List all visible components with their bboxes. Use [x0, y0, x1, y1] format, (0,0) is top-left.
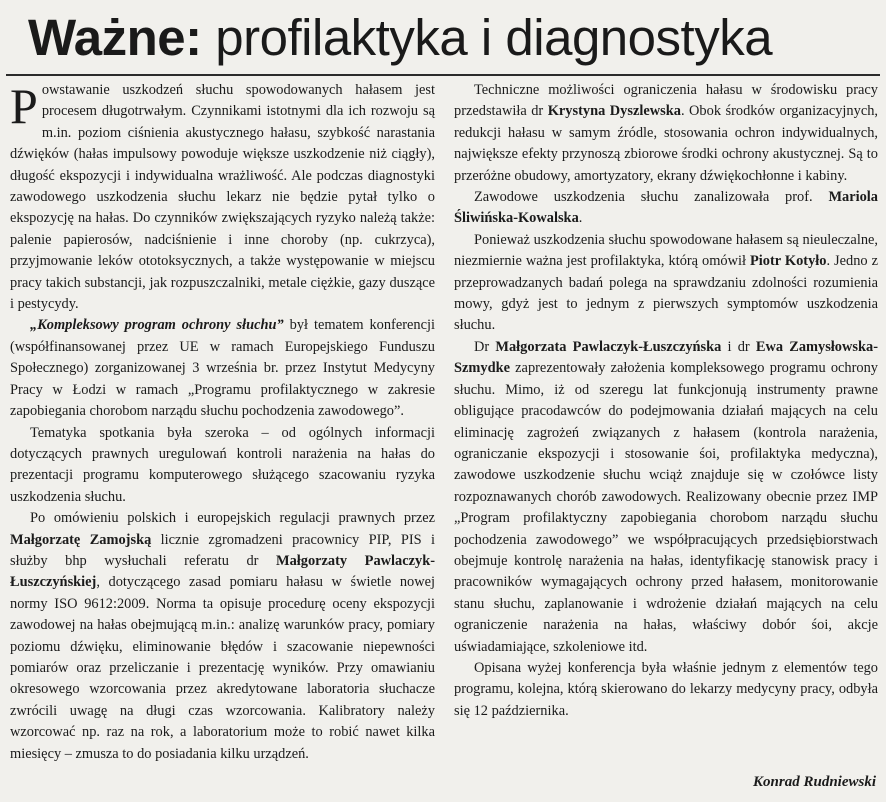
drop-cap: P — [10, 78, 38, 134]
paragraph — [454, 658, 878, 722]
speaker-name: Piotr Kotyło — [750, 253, 827, 270]
paragraph — [10, 315, 435, 422]
speaker-name: Małgorzaty Pawlaczyk-Łuszczyńskiej — [10, 552, 435, 591]
paragraph-text: Po omówieniu polskich i europejskich regulacji prawnych przez — [30, 510, 435, 527]
article-title — [28, 6, 878, 70]
paragraph — [10, 423, 435, 509]
paragraph — [454, 230, 878, 337]
paragraph-text: owstawanie uszkodzeń słuchu spowodowanych hałasem jest procesem długotrwałym. Czynnikami istotnymi dla ich rozwoju są m.in. poziom ciśnienia akustycznego hałasu, szybkość narastania dźwięków (hałas impulsowy powoduje większe uszkodzenie niż ciągły), długość ekspozycji i indywidualna wrażliwość. Ale podczas diagnostyki zawodowego uszkodzenia słuchu lekarz nie będzie pytał tylko o ekspozycję na hałas. Do czynników zwiększających ryzyko należą także: palenie papierosów, nadciśnienie i inne choroby (np. cukrzyca), przyjmowanie leków ototoksycznych, a także występowanie w miejscu pracy takich substancji, jak rozpuszczalniki, metale ciężkie, gazy duszące i pestycydy. — [10, 82, 435, 313]
paragraph-text: był tematem konferencji (współfinansowanej przez UE w ramach Europejskiego Funduszu Społecznego) zorganizowanej 3 września br. przez Instytut Medycyny Pracy w Łodzi w ramach „Programu profilaktycznego w zakresie zapobiegania chorobom narządu słuchu pochodzenia zawodowego”. — [10, 317, 435, 420]
author-byline: Konrad Rudniewski — [753, 774, 876, 790]
paragraph — [10, 80, 435, 315]
paragraph — [454, 187, 878, 230]
paragraph-text: licznie zgromadzeni pracownicy PIP, PIS i służby bhp wysłuchali referatu dr — [10, 531, 435, 569]
title-bold-part: Ważne: — [28, 9, 202, 66]
paragraph-text: . Obok środków organizacyjnych, redukcji hałasu w samym źródle, stosowania ochron indywidualnych, największe efekty przynoszą zbiorowe środki ochrony akustycznej. Są to przeróżne obudowy, amortyzatory, ekrany dźwiękochłonne i kabiny. — [454, 103, 879, 184]
title-main-part: profilaktyka i diagnostyka — [215, 9, 773, 66]
paragraph-text: Zawodowe uszkodzenia słuchu zanalizowała prof. — [474, 189, 829, 206]
paragraph-text: . Jedno z przeprowadzanych badań polega na sprawdzaniu zdolności rozumienia mowy, gdyż jest to jednym z pierwszych symptomów uszkodzenia słuchu. — [454, 253, 878, 334]
left-column — [10, 80, 435, 765]
title-divider — [6, 74, 880, 76]
paragraph-text: , dotyczącego zasad pomiaru hałasu w świetle nowej normy ISO 9612:2009. Norma ta opisuje procedurę oceny ekspozycji zawodowej na hałas obejmującą m.in.: analizę warunków pracy, pomiary poziomu dźwięku, eliminowanie błędów i szacowanie niepewności pomiarów oraz przeliczanie i prezentację wyników. Przy omawianiu okresowego wzorcowania przez akredytowane laboratoria słuchacze zwrócili uwagę na długi czas wzorcowania. Kalibratory należy wzorcować np. raz na rok, a laboratorium może to robić nawet kilka miesięcy – zmusza to do posiadania kilku urządzeń. — [10, 574, 435, 762]
right-column — [454, 80, 878, 722]
paragraph — [454, 80, 878, 187]
paragraph-text: Techniczne możliwości ograniczenia hałasu w środowisku pracy przedstawiła dr — [454, 82, 878, 120]
speaker-name: Mariola Śliwińska-Kowalska — [454, 189, 878, 227]
paragraph-text: Dr — [474, 338, 496, 355]
paragraph-text: . — [578, 210, 583, 227]
speaker-name: Ewa Zamysłowska-Szmydke — [454, 338, 878, 377]
paragraph — [10, 508, 435, 765]
paragraph-text: Tematyka spotkania była szeroka – od ogólnych informacji dotyczących prawnych uregulowań kontroli narażenia na hałas do prezentacji programu komputerowego służącego szacowaniu ryzyka uszkodzenia słuchu. — [10, 424, 435, 505]
paragraph-text: i dr — [721, 338, 756, 355]
speaker-name: Krystyna Dyszlewska — [547, 103, 681, 120]
speaker-name: Małgorzatę Zamojską — [10, 531, 152, 548]
program-title: „Kompleksowy program ochrony słuchu” — [30, 317, 284, 334]
paragraph-text: Ponieważ uszkodzenia słuchu spowodowane hałasem są nieuleczalne, niezmiernie ważna jest profilaktyka, którą omówił — [454, 231, 878, 270]
paragraph-text: zaprezentowały założenia kompleksowego programu ochrony słuchu. Mimo, iż od szeregu lat funkcjonują instrumenty prawne obligujące pracodawców do podejmowania działań mających na celu eliminację zagrożeń związanych z hałasem (kontrola narażenia, ograniczanie ekspozycji i stosowanie śoi, profilaktyka medyczna), zawodowe uszkodzenie słuchu wciąż znajduje się w czołówce listy rozpoznawanych chorób zawodowych. Realizowany obecnie przez IMP „Program profilaktyczny zapobiegania chorobom narządu słuchu pochodzenia zawodowego” we współpracujących przedsiębiorstwach obejmuje kontrolę narażenia na hałas, identyfikację stanowisk pracy i pracowników wymagających ochrony przed hałasem, monitorowanie stanu słuchu, zaplanowanie i wdrożenie działań mających na celu ograniczenie narażenia na hałas, właściwy dobór śoi, akcje uświadamiające, szkoleniowe itd. — [454, 360, 878, 655]
paragraph — [454, 337, 878, 658]
paragraph-text: Opisana wyżej konferencja była właśnie jednym z elementów tego programu, kolejna, którą skierowano do lekarzy medycyny pracy, odbyła się 12 października. — [454, 659, 878, 719]
speaker-name: Małgorzata Pawlaczyk-Łuszczyńska — [495, 338, 722, 355]
